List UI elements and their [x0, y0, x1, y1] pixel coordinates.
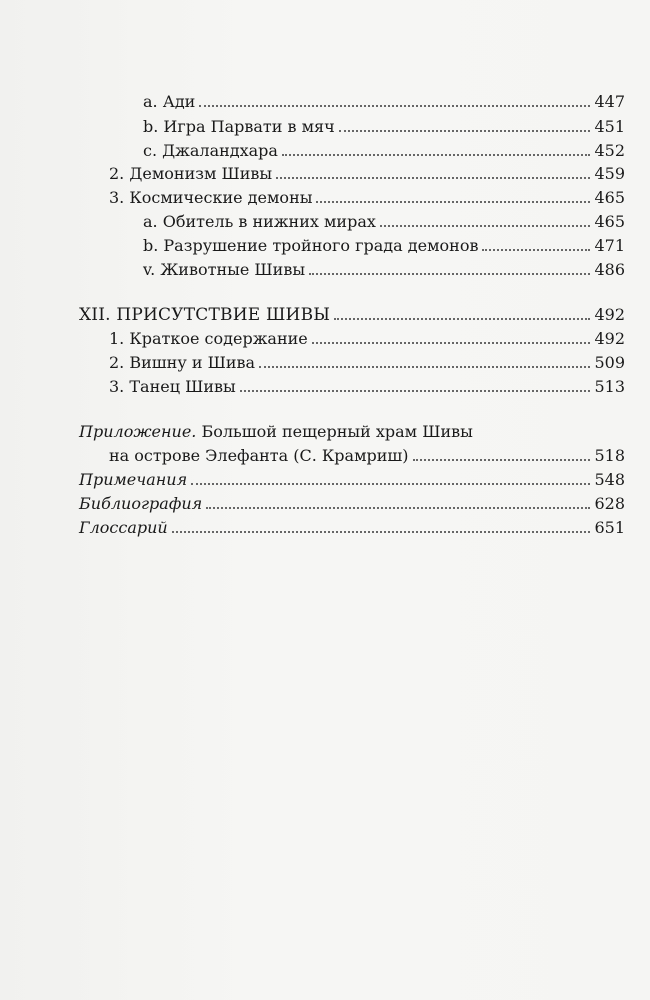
toc-entry-label: 2. Вишну и Шива	[109, 353, 256, 372]
toc-entry[interactable]	[143, 92, 625, 112]
toc-entry-label: 1. Краткое содержание	[109, 329, 308, 348]
leader-dots	[482, 249, 590, 251]
leader-dots	[191, 483, 590, 485]
appendix-italic-label: Приложение.	[79, 422, 197, 441]
toc-entry-notes[interactable]	[79, 470, 625, 490]
leader-dots	[316, 201, 590, 203]
toc-entry-label: Примечания	[79, 470, 188, 489]
toc-entry[interactable]	[143, 141, 625, 161]
toc-entry-page: 651	[594, 518, 625, 537]
leader-dots	[380, 225, 591, 227]
leader-dots	[312, 342, 591, 344]
toc-entry-page: 518	[594, 446, 625, 465]
toc-chapter-label: XII. ПРИСУТСТВИЕ ШИВЫ	[79, 305, 331, 325]
toc-entry-label: a. Обитель в нижних мирах	[143, 212, 376, 231]
toc-entry-page: 465	[594, 212, 625, 231]
toc-entry[interactable]	[109, 353, 625, 373]
appendix-title-part1: Большой пещерный храм Шивы	[196, 422, 473, 441]
toc-entry-label: c. Джаландхара	[143, 141, 278, 160]
toc-entry-page: 492	[594, 329, 625, 348]
toc-entry-page: 492	[594, 305, 625, 324]
leader-dots	[240, 390, 591, 392]
toc-entry-page: 509	[594, 353, 625, 372]
toc-entry[interactable]	[109, 377, 625, 397]
toc-entry-label: 3. Космические демоны	[109, 188, 313, 207]
leader-dots	[339, 130, 591, 132]
toc-entry-label: Библиография	[79, 494, 203, 513]
leader-dots	[413, 459, 591, 461]
toc-entry-page: 513	[594, 377, 625, 396]
leader-dots	[259, 366, 590, 368]
toc-entry-glossary[interactable]	[79, 518, 625, 538]
toc-entry-page: 548	[594, 470, 625, 489]
toc-entry-page: 465	[594, 188, 625, 207]
toc-entry[interactable]	[143, 117, 625, 137]
leader-dots	[282, 154, 590, 156]
toc-entry[interactable]	[109, 188, 625, 208]
toc-entry-page: 451	[594, 117, 625, 136]
toc-entry-page: 486	[594, 260, 625, 279]
toc-entry-label: a. Ади	[143, 92, 196, 111]
appendix-title-part2: на острове Элефанта (С. Крамриш)	[109, 446, 409, 465]
toc-entry[interactable]	[109, 164, 625, 184]
toc-entry-label: 3. Танец Шивы	[109, 377, 236, 396]
toc-entry-page: 459	[594, 164, 625, 183]
leader-dots	[309, 273, 590, 275]
leader-dots	[172, 531, 591, 533]
leader-dots	[199, 105, 590, 107]
toc-entry-label: b. Игра Парвати в мяч	[143, 117, 335, 136]
toc-appendix-line2[interactable]	[109, 446, 625, 466]
toc-entry-page: 447	[594, 92, 625, 111]
toc-entry-bibliography[interactable]	[79, 494, 625, 514]
toc-entry-page: 471	[594, 236, 625, 255]
toc-entry-label: v. Животные Шивы	[143, 260, 306, 279]
toc-entry[interactable]	[109, 329, 625, 349]
toc-entry-label: Глоссарий	[79, 518, 168, 537]
toc-entry-page: 452	[594, 141, 625, 160]
toc-entry[interactable]	[143, 260, 625, 280]
toc-entry-page: 628	[594, 494, 625, 513]
toc-appendix-line1[interactable]	[79, 422, 473, 442]
toc-chapter-entry[interactable]	[79, 305, 625, 325]
toc-entry-label: 2. Демонизм Шивы	[109, 164, 273, 183]
toc-entry[interactable]	[143, 236, 625, 256]
leader-dots	[206, 507, 590, 509]
toc-entry-label: b. Разрушение тройного града демонов	[143, 236, 479, 255]
toc-entry[interactable]	[143, 212, 625, 232]
leader-dots	[334, 318, 590, 320]
leader-dots	[276, 177, 590, 179]
